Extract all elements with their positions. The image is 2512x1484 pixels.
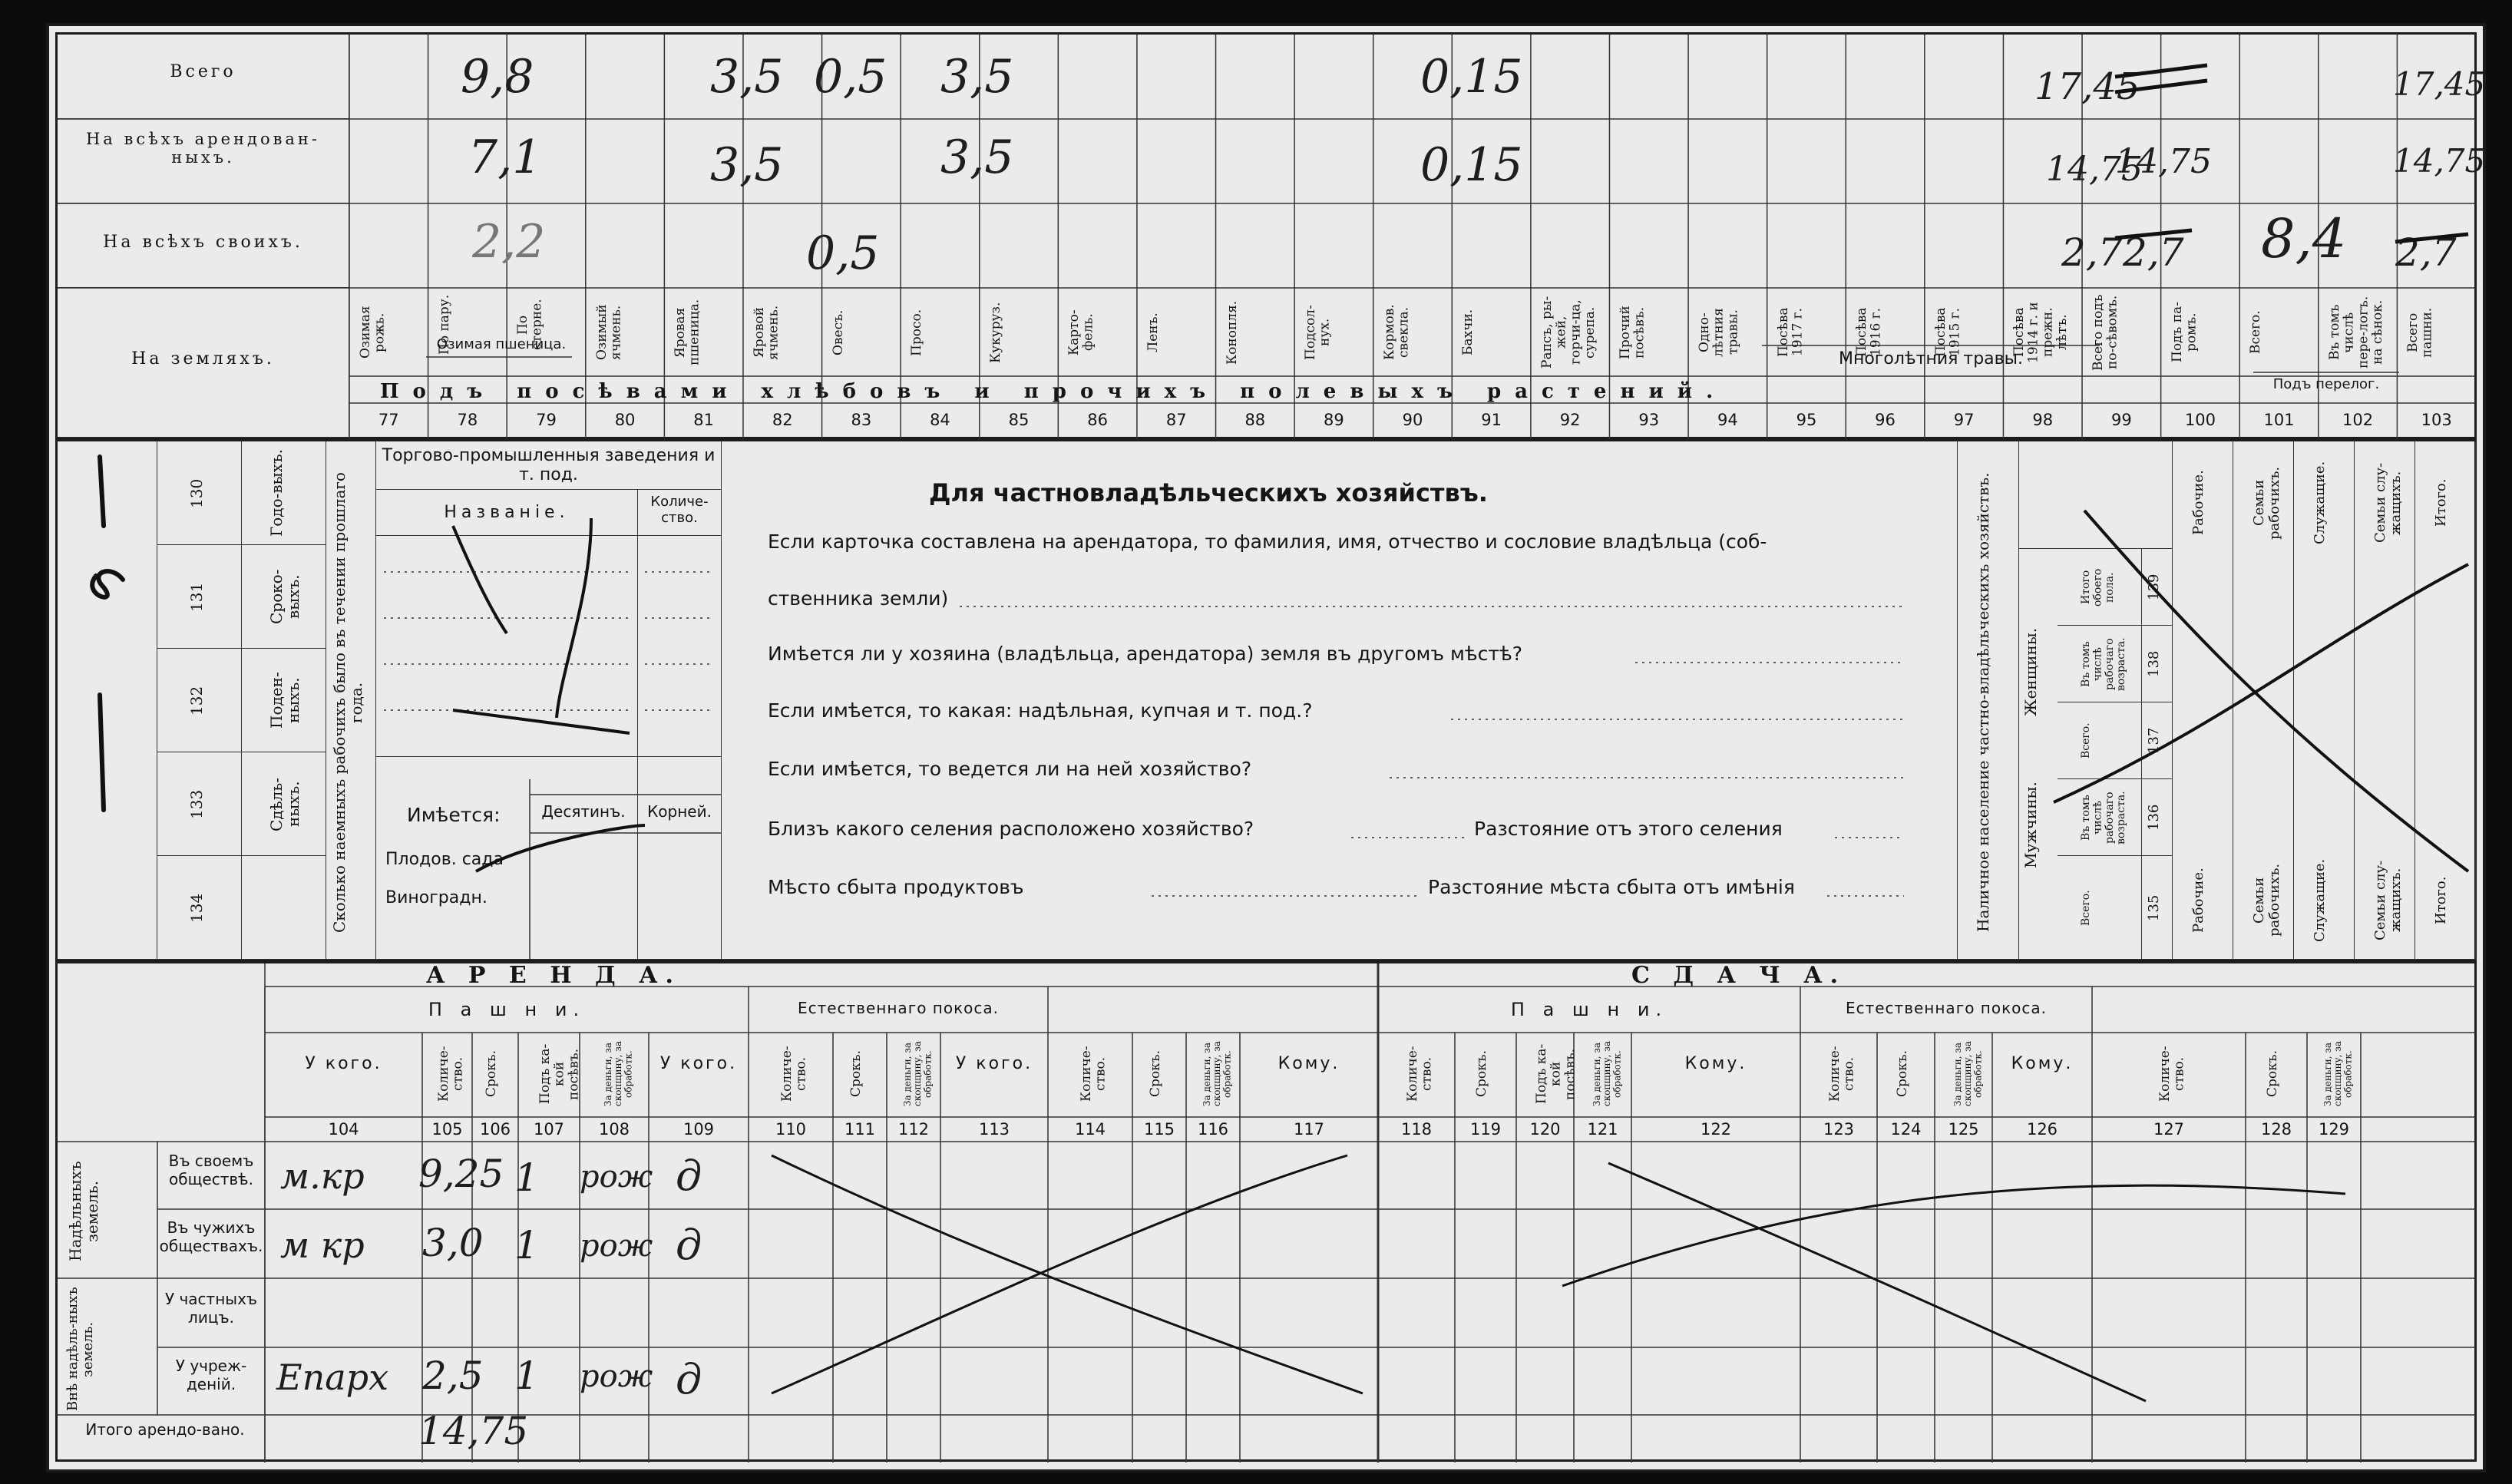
lease-hdr-119: Срокъ.: [1474, 1050, 1489, 1098]
crop-header-79: По стерне.: [515, 299, 545, 351]
hired-type-3: Сдѣль-ныхъ.: [267, 777, 302, 831]
lease-number-105: 105: [431, 1120, 463, 1139]
crop-number-101: 101: [2263, 411, 2295, 429]
staff-top-0: Рабочие.: [2190, 470, 2206, 536]
lease-hdr-121: За деньги, за скопщину, за обработк.: [1591, 1041, 1622, 1107]
staff-bottom-1: Семьи рабочихъ.: [2251, 863, 2282, 937]
pop-num-cell-0: [2142, 549, 2173, 626]
staff-col-3: [2355, 441, 2415, 960]
lease-number-125: 125: [1948, 1120, 1979, 1139]
hw-r2-term: 1: [514, 1223, 539, 1268]
q-owner-2: ственника земли): [768, 587, 949, 610]
crop-header-102: Въ томъ числѣ пере-логъ. на сѣнок.: [2326, 296, 2385, 369]
hw-total-83: 0,5: [814, 50, 887, 104]
staff-col-2: [2294, 441, 2355, 960]
hired-num-133: 133: [187, 789, 206, 819]
hw-r1-term: 1: [514, 1155, 539, 1200]
lease-number-118: 118: [1400, 1120, 1433, 1139]
hw-r4-term: 1: [514, 1353, 539, 1398]
hw-total-99: 17,45: [2034, 65, 2140, 108]
crop-number-82: 82: [772, 411, 793, 429]
crop-header-84: Просо.: [909, 309, 925, 356]
lease-group-pokos-1: Естественнаго покоса.: [797, 999, 1000, 1017]
crop-number-94: 94: [1717, 411, 1738, 429]
crop-number-83: 83: [851, 411, 872, 429]
household-section: [55, 439, 2477, 961]
sdacha-title: С Д А Ч А.: [1631, 962, 1846, 989]
pop-cell-3: [2058, 779, 2142, 856]
pop-label-4: Всего.: [2080, 890, 2092, 926]
form-title: Для частновладѣльческихъ хозяйствъ.: [929, 478, 1488, 507]
q-land-type: Если имѣется, то какая: надѣльная, купчая и т. под.?: [768, 699, 1313, 722]
lease-group-pashni-0: П а ш н и.: [428, 999, 586, 1020]
group-nadel: Надѣльныхъ земель.: [66, 1161, 101, 1261]
crop-header-78: По пару.: [436, 294, 452, 355]
lease-hdr-123: Количе-ство.: [1827, 1046, 1857, 1102]
hw-total-rented: 14,75: [418, 1409, 529, 1453]
staff-col-4: [2415, 441, 2476, 960]
trade-name-header: Названіе.: [444, 503, 570, 522]
lease-number-106: 106: [479, 1120, 511, 1139]
hw-r1-qty: 9,25: [418, 1152, 504, 1196]
crop-number-97: 97: [1953, 411, 1975, 429]
crop-number-78: 78: [457, 411, 478, 429]
lease-number-110: 110: [775, 1120, 807, 1139]
q-other-land: Имѣется ли у хозяина (владѣльца, арендатора) земля въ другомъ мѣстѣ?: [768, 643, 1523, 665]
row-lands-cell: [58, 288, 349, 438]
crops-table: [55, 32, 2486, 439]
hw-own-103: 2,7: [2395, 230, 2457, 275]
crop-header-94: Одно-лѣтния травы.: [1697, 308, 1741, 357]
staff-col-1: [2233, 441, 2294, 960]
pop-num-139: 139: [2146, 573, 2162, 601]
crop-number-100: 100: [2184, 411, 2216, 429]
hw-r1-pay: д: [676, 1152, 702, 1200]
pop-num-cell-3: [2142, 779, 2173, 856]
lease-hdr-124: Срокъ.: [1894, 1050, 1910, 1098]
staff-bottom-2: Служащие.: [2312, 858, 2328, 942]
q-market: Мѣсто сбыта продуктовъ: [768, 876, 1024, 898]
lease-hdr-113: У кого.: [955, 1054, 1033, 1073]
crop-header-88: Конопля.: [1224, 300, 1240, 365]
lease-number-104: 104: [328, 1120, 359, 1139]
hw-total-103: 17,45: [2393, 65, 2486, 103]
crop-number-85: 85: [1008, 411, 1030, 429]
hired-workers-hw-area: [58, 441, 157, 960]
hw-r4-crop: рож: [580, 1359, 653, 1394]
row-own-society: Въ своемъ обществѣ.: [168, 1152, 254, 1188]
lease-number-116: 116: [1197, 1120, 1229, 1139]
staff-bottom-4: Итого.: [2433, 876, 2449, 924]
vineyard-label: Виноградн.: [385, 888, 488, 907]
crops-banner: Подъ посѣвами хлѣбовъ и прочихъ полевыхъ растений.: [380, 380, 1727, 403]
hired-num-cell-2: [157, 649, 242, 752]
hw-rented-84: 3,5: [940, 131, 1014, 184]
crop-header-80: Озимый ячмень.: [593, 304, 624, 361]
crop-number-88: 88: [1244, 411, 1266, 429]
crop-header-82: Яровой ячмень.: [751, 305, 782, 360]
pop-num-135: 135: [2146, 894, 2162, 921]
lease-hdr-126: Кому.: [2011, 1054, 2074, 1073]
crop-number-84: 84: [930, 411, 950, 429]
hired-type-cell-3: [242, 752, 326, 856]
group-vne: Внѣ надѣль-ныхъ земель.: [64, 1287, 96, 1412]
row-label-lands: На земляхъ.: [131, 349, 275, 369]
pop-label-0: Итого обоего пола.: [2080, 568, 2116, 606]
hw-r1-crop: рож: [580, 1159, 653, 1195]
pop-cell-0: [2058, 549, 2142, 626]
crop-header-81: Яровая пшеница.: [673, 299, 703, 366]
group-winter-wheat: Озимая пшеница.: [436, 336, 567, 352]
lease-number-114: 114: [1074, 1120, 1106, 1139]
pop-num-cell-1: [2142, 626, 2173, 702]
pop-label-1: Въ томъ числѣ рабочаго возраста.: [2080, 637, 2128, 691]
lease-number-123: 123: [1823, 1120, 1855, 1139]
crop-number-81: 81: [693, 411, 715, 429]
orchard-label: Плодов. сада: [385, 850, 504, 869]
hired-num-131: 131: [187, 582, 206, 612]
hw-total-90: 0,15: [1420, 50, 1523, 104]
hw-own-99: 2,7: [2061, 230, 2123, 275]
crop-number-102: 102: [2342, 411, 2374, 429]
hired-num-134: 134: [187, 893, 206, 923]
staff-top-1: Семьи рабочихъ.: [2251, 466, 2282, 540]
lease-hdr-111: Срокъ.: [848, 1050, 864, 1098]
crop-number-96: 96: [1875, 411, 1896, 429]
hired-num-130: 130: [187, 478, 206, 508]
lease-group-pashni-2: П а ш н и.: [1510, 999, 1668, 1020]
hired-type-0: Годо-выхъ.: [267, 449, 286, 537]
lease-hdr-106: Срокъ.: [484, 1050, 499, 1098]
lease-number-128: 128: [2260, 1120, 2292, 1139]
pop-num-138: 138: [2146, 650, 2162, 678]
hired-type-cell-2: [242, 649, 326, 752]
pop-num-137: 137: [2146, 727, 2162, 755]
crop-header-90: Кормов. свекла.: [1381, 304, 1412, 361]
crop-header-86: Карто-фель.: [1066, 309, 1097, 355]
lease-hdr-122: Кому.: [1684, 1054, 1747, 1073]
hw-rented-103: 14,75: [2393, 142, 2486, 180]
q-near-village: Близъ какого селения расположено хозяйство?: [768, 818, 1254, 840]
crop-header-100: Подъ па-ромъ.: [2169, 302, 2200, 363]
crop-header-83: Овесъ.: [830, 309, 846, 355]
hired-note-cell: [326, 441, 376, 960]
lease-hdr-115: Срокъ.: [1148, 1050, 1163, 1098]
pop-num-136: 136: [2146, 804, 2162, 831]
crop-number-103: 103: [2421, 411, 2452, 429]
crop-number-89: 89: [1324, 411, 1344, 429]
lease-number-113: 113: [978, 1120, 1010, 1139]
hw-own-101: 8,4: [2261, 207, 2347, 270]
hired-type-cell-1: [242, 545, 326, 649]
desyatin-header: Десятинъ.: [541, 802, 626, 821]
hw-total-82: 3,5: [710, 50, 784, 104]
pop-cell-4: [2058, 856, 2142, 960]
staff-top-4: Итого.: [2433, 478, 2449, 527]
hired-num-cell-4: [157, 856, 242, 960]
hw-dashes: [58, 441, 157, 960]
crop-number-98: 98: [2032, 411, 2054, 429]
pop-num-cell-2: [2142, 702, 2173, 779]
lease-hdr-129: За деньги, за скопщину, за обработк.: [2322, 1041, 2354, 1107]
hired-num-132: 132: [187, 686, 206, 716]
arenda-title: А Р Е Н Д А.: [426, 962, 681, 989]
crop-number-86: 86: [1087, 411, 1108, 429]
lease-grid: [58, 963, 2476, 1463]
lease-number-115: 115: [1143, 1120, 1175, 1139]
hw-r4-pay: д: [676, 1355, 702, 1403]
lease-number-129: 129: [2318, 1120, 2350, 1139]
lease-number-107: 107: [533, 1120, 565, 1139]
population-note: Наличное население частно-владѣльческихъ хозяйствъ.: [1974, 472, 1992, 933]
lease-number-120: 120: [1529, 1120, 1561, 1139]
row-total-cell: [58, 35, 349, 119]
lease-number-121: 121: [1587, 1120, 1618, 1139]
lease-number-127: 127: [2153, 1120, 2185, 1139]
trade-title: Торгово-промышленныя заведения и т. под.: [382, 446, 716, 484]
crop-header-93: Прочий посѣвъ.: [1618, 306, 1648, 359]
crop-header-103: Всего пашни.: [2405, 307, 2436, 358]
row-private: У частныхъ лицъ.: [164, 1290, 258, 1327]
crop-number-80: 80: [614, 411, 636, 429]
staff-top-3: Семьи слу-жащихъ.: [2372, 462, 2404, 544]
hw-own-83: 0,5: [806, 226, 880, 280]
pop-label-3: Въ томъ числѣ рабочаго возраста.: [2080, 791, 2128, 844]
crop-number-92: 92: [1559, 411, 1581, 429]
row-other-society: Въ чужихъ обществахъ.: [159, 1218, 263, 1255]
hired-num-cell-0: [157, 441, 242, 545]
crop-number-87: 87: [1165, 411, 1187, 429]
crop-number-90: 90: [1402, 411, 1423, 429]
crop-header-77: Озимая рожь.: [358, 306, 388, 359]
hired-type-cell-4: [242, 856, 326, 960]
lease-number-119: 119: [1469, 1120, 1502, 1139]
lease-number-109: 109: [683, 1120, 715, 1139]
hw-own-100: 2,7: [2123, 230, 2184, 275]
crop-header-91: Бахчи.: [1460, 309, 1476, 356]
population-note-cell: [1958, 441, 2019, 960]
crop-header-101: Всего.: [2248, 310, 2264, 355]
lease-number-117: 117: [1293, 1120, 1325, 1139]
crop-header-85: Кукуруз.: [987, 302, 1003, 363]
pop-cell-1: [2058, 626, 2142, 702]
lease-hdr-105: Количе-ство.: [435, 1046, 466, 1102]
hw-total-78: 9,8: [461, 50, 534, 104]
row-label-rented: На всѣхъ арендован-ныхъ.: [85, 130, 321, 167]
hw-r2-whom: м кр: [280, 1225, 365, 1266]
staff-bottom-0: Рабочие.: [2190, 868, 2206, 933]
lease-hdr-128: Срокъ.: [2265, 1050, 2280, 1098]
group-perennial: Многолѣтния травы.: [1838, 349, 2023, 369]
crop-number-91: 91: [1481, 411, 1502, 429]
crop-number-99: 99: [2110, 411, 2132, 429]
lease-hdr-108: За деньги, за скопщину, за обработк.: [603, 1041, 634, 1107]
hired-type-2: Поден-ныхъ.: [267, 672, 302, 729]
crop-header-99: Всего подъ по-сѣвомъ.: [2091, 294, 2120, 371]
census-card: [46, 23, 2486, 1472]
lease-hdr-104: У кого.: [305, 1054, 382, 1073]
pop-num-cell-4: [2142, 856, 2173, 960]
q-village-distance: Разстояние отъ этого селения: [1474, 818, 1783, 840]
hw-r4-whom: Епарх: [276, 1357, 389, 1398]
lease-number-112: 112: [897, 1120, 930, 1139]
lease-hdr-120: Подъ ка-кой посѣвъ.: [1533, 1043, 1578, 1105]
hw-r2-crop: рож: [580, 1228, 653, 1264]
hired-type-cell-0: [242, 441, 326, 545]
row-institutions: У учреж-деній.: [175, 1357, 247, 1393]
pop-label-2: Всего.: [2080, 722, 2092, 759]
lease-number-108: 108: [598, 1120, 630, 1139]
hw-r1-whom: м.кр: [280, 1155, 365, 1197]
lease-number-122: 122: [1700, 1120, 1732, 1139]
row-total-rented: Итого арендо-вано.: [85, 1420, 245, 1439]
staff-col-0: [2173, 441, 2233, 960]
row-label-own: На всѣхъ своихъ.: [103, 233, 303, 252]
lease-group-pokos-3: Естественнаго покоса.: [1845, 999, 2048, 1017]
lease-hdr-109: У кого.: [659, 1054, 738, 1073]
lease-number-124: 124: [1890, 1120, 1922, 1139]
trade-qty-header: Количе-ство.: [650, 494, 709, 526]
crop-header-96: Посѣва 1916 г.: [1854, 307, 1884, 358]
lease-hdr-114: Количе-ство.: [1079, 1046, 1109, 1102]
hired-num-cell-3: [157, 752, 242, 856]
staff-top-2: Служащие.: [2312, 461, 2328, 545]
lease-hdr-118: Количе-ство.: [1405, 1046, 1435, 1102]
lease-hdr-110: Количе-ство.: [779, 1046, 809, 1102]
hw-own-78: 2,2: [472, 215, 546, 269]
hw-total-84: 3,5: [940, 50, 1014, 104]
lease-hdr-125: За деньги, за скопщину, за обработк.: [1952, 1041, 1983, 1107]
q-owner-1: Если карточка составлена на арендатора, то фамилия, имя, отчество и сословие владѣльца (соб-: [768, 530, 1767, 553]
hw-r2-qty: 3,0: [422, 1221, 484, 1265]
lease-hdr-127: Количе-ство.: [2157, 1046, 2187, 1102]
hired-note: Сколько наемныхъ рабочихъ было въ течении прошлаго года.: [330, 472, 365, 933]
hw-rented-82: 3,5: [710, 138, 784, 192]
crop-number-77: 77: [378, 411, 399, 429]
q-farming: Если имѣется, то ведется ли на ней хозяйство?: [768, 758, 1252, 780]
women-label: Женщины.: [2021, 627, 2040, 716]
lease-table: [55, 961, 2477, 1462]
lease-number-126: 126: [2026, 1120, 2058, 1139]
lease-hdr-116: За деньги, за скопщину, за обработк.: [1201, 1041, 1233, 1107]
lease-hdr-112: За деньги, за скопщину, за обработк.: [902, 1041, 934, 1107]
hired-type-1: Сроко-выхъ.: [267, 569, 302, 625]
crop-number-79: 79: [536, 411, 557, 429]
trade-block: [376, 441, 722, 960]
men-label: Мужчины.: [2021, 782, 2040, 869]
lease-hdr-107: Подъ ка-кой посѣвъ.: [537, 1043, 582, 1105]
crop-header-89: Подсол-нух.: [1303, 305, 1333, 360]
crop-number-93: 93: [1638, 411, 1660, 429]
hw-rented-78: 7,1: [468, 131, 542, 184]
row-own-cell: [58, 203, 349, 288]
staff-bottom-3: Семьи слу-жащихъ.: [2372, 860, 2404, 940]
lease-hdr-117: Кому.: [1277, 1054, 1340, 1073]
hw-r4-qty: 2,5: [422, 1353, 484, 1398]
pop-cell-2: [2058, 702, 2142, 779]
pop-header-blank: [2019, 441, 2173, 549]
hw-rented-100: 14,75: [2115, 142, 2212, 181]
crop-header-97: Посѣва 1915 г.: [1932, 307, 1963, 358]
crop-header-95: Посѣва 1917 г.: [1775, 307, 1806, 358]
hw-rented-99: 14,75: [2046, 150, 2143, 189]
population-table: [2019, 441, 2173, 960]
group-fallow: Подъ перелог.: [2272, 376, 2380, 392]
hw-rented-90: 0,15: [1420, 138, 1523, 192]
lease-number-111: 111: [844, 1120, 876, 1139]
row-rented-cell: [58, 119, 349, 203]
hw-r2-pay: д: [676, 1221, 702, 1269]
crop-number-95: 95: [1796, 411, 1817, 429]
hired-num-cell-1: [157, 545, 242, 649]
crop-header-92: Рапсъ, ры-жей, горчи-ца, сурепа.: [1539, 296, 1598, 369]
crop-header-98: Посѣва 1914 г. и прежн. лѣтъ.: [2011, 302, 2071, 363]
crop-header-87: Ленъ.: [1145, 312, 1161, 352]
row-label-total: Всего: [170, 62, 236, 81]
private-farm-form: [722, 441, 1958, 960]
has-label: Имѣется:: [407, 804, 501, 826]
roots-header: Корней.: [647, 802, 712, 821]
q-market-distance: Разстояние мѣста сбыта отъ имѣнія: [1428, 876, 1795, 898]
